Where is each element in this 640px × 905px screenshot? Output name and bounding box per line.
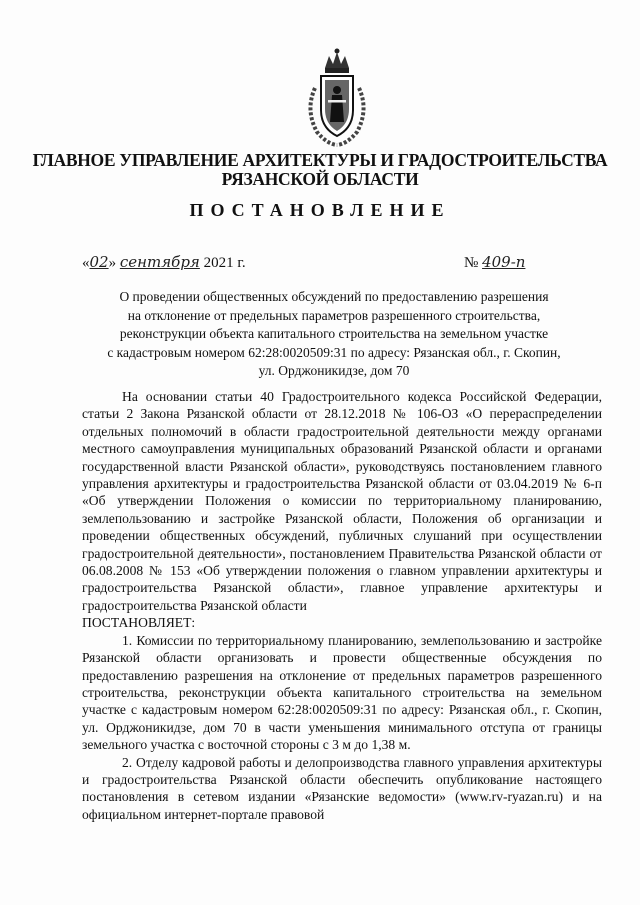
document-number (464, 253, 525, 272)
subject-line: на отклонение от предельных параметров разрешенного строительства, (127, 307, 541, 323)
date-number-line (82, 253, 582, 277)
subject-line: с кадастровым номером 62:28:0020509:31 по адресу: Рязанская обл., г. Скопин, (107, 344, 561, 360)
subject-line: ул. Орджоникидзе, дом 70 (258, 363, 410, 378)
document-subject (64, 288, 604, 381)
organization-name-line1: ГЛАВНОЕ УПРАВЛЕНИЕ АРХИТЕКТУРЫ И ГРАДОСТРОИТЕЛЬСТВА (32, 150, 608, 170)
date-close-quote: » (108, 255, 117, 271)
number-value: 409-п (482, 253, 526, 271)
preamble-paragraph: На основании статьи 40 Градостроительного кодекса Российской Федерации, статьи 2 Закона Рязанской области от 28.12.2018 № 106-ОЗ «О перераспределении отдельных полномочий в области градостроительной деятельности между органами местного самоуправления муниципальных образований Рязанской области и органами государственной власти Рязанской области», руководствуясь постановлением главного управления архитектуры и градостроительства Рязанской области от 03.04.2019 № 6-п «Об утверждении Положения о комиссии по территориальному планированию, землепользованию и застройке Рязанской области, Положения об организации и проведении общественных обсуждений, публичных слушаний при осуществлении градостроительной деятельности», постановлением Правительства Рязанской области от 06.08.2008 № 153 «Об утверждении положения о главном управлении архитектуры и градостроительства Рязанской области», главное управление архитектуры и градостроительства Рязанской области (82, 389, 602, 613)
item-1-paragraph: 1. Комиссии по территориальному планированию, землепользованию и застройке Рязанской области организовать и провести общественные обсуждения по предоставлению разрешения на отклонение от предельных параметров разрешенного строительства, реконструкции объекта капитального строительства на земельном участке с кадастровым номером 62:28:0020509:31 по адресу: Рязанская обл., г. Скопин, ул. Орджоникидзе, дом 70 в части уменьшения минимального отступа от границы земельного участка с восточной стороны с 3 м до 1,38 м. (82, 632, 602, 753)
document-body (82, 388, 602, 823)
subject-line: реконструкции объекта капитального строительства на земельном участке (119, 326, 549, 341)
organization-name-line2: РЯЗАНСКОЙ ОБЛАСТИ (221, 169, 419, 189)
date-month: сентября (119, 253, 200, 271)
number-label: № (464, 255, 479, 271)
coat-of-arms-emblem (301, 48, 373, 148)
date-day: 02 (89, 253, 109, 271)
subject-line: О проведении общественных обсуждений по предоставлению разрешения (119, 289, 549, 304)
document-type-title: ПОСТАНОВЛЕНИЕ (189, 200, 451, 220)
item-2-paragraph: 2. Отделу кадровой работы и делопроизводства главного управления архитектуры и градостроительства Рязанской области обеспечить опубликование настоящего постановления в сетевом издании «Рязанские ведомости» (www.rv-ryazan.ru) и на официальном интернет-портале правовой (82, 754, 602, 822)
date-open-quote: « (82, 255, 90, 271)
date-year: 2021 г. (203, 255, 246, 271)
resolves-heading: ПОСТАНОВЛЯЕТ: (82, 615, 196, 631)
